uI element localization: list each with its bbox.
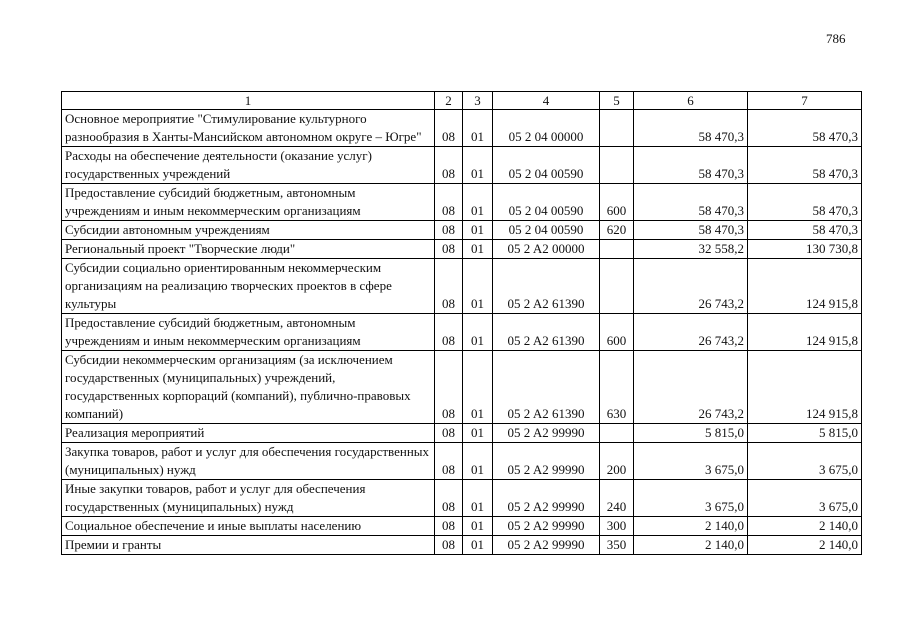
row-target-code: 05 2 A2 61390 — [493, 259, 600, 314]
table-row — [62, 536, 862, 555]
table-row — [62, 443, 862, 480]
row-name: Реализация мероприятий — [62, 424, 435, 443]
row-expense-type — [600, 110, 634, 147]
row-expense-type: 600 — [600, 184, 634, 221]
header-row — [62, 92, 862, 110]
table-row — [62, 147, 862, 184]
row-target-code: 05 2 A2 99990 — [493, 424, 600, 443]
row-amount-col6: 26 743,2 — [634, 351, 748, 424]
row-amount-col7: 124 915,8 — [748, 259, 862, 314]
table-row — [62, 259, 862, 314]
row-expense-type — [600, 259, 634, 314]
row-amount-col7: 58 470,3 — [748, 221, 862, 240]
table-row — [62, 110, 862, 147]
row-expense-type: 300 — [600, 517, 634, 536]
row-expense-type: 600 — [600, 314, 634, 351]
row-name: Закупка товаров, работ и услуг для обеспечения государственных (муниципальных) нужд — [62, 443, 435, 480]
row-subsection: 01 — [463, 480, 493, 517]
row-section: 08 — [435, 259, 463, 314]
row-section: 08 — [435, 424, 463, 443]
row-subsection: 01 — [463, 240, 493, 259]
row-amount-col7: 2 140,0 — [748, 536, 862, 555]
row-name: Субсидии некоммерческим организациям (за исключением государственных (муниципальных) учреждений, государственных корпораций (компаний), публично-правовых компаний) — [62, 351, 435, 424]
row-target-code: 05 2 A2 99990 — [493, 517, 600, 536]
row-name: Иные закупки товаров, работ и услуг для обеспечения государственных (муниципальных) нужд — [62, 480, 435, 517]
table-row — [62, 184, 862, 221]
table-row — [62, 424, 862, 443]
row-amount-col6: 3 675,0 — [634, 480, 748, 517]
budget-table — [61, 91, 862, 555]
row-amount-col6: 58 470,3 — [634, 221, 748, 240]
row-amount-col6: 58 470,3 — [634, 147, 748, 184]
row-subsection: 01 — [463, 351, 493, 424]
row-amount-col6: 26 743,2 — [634, 314, 748, 351]
row-target-code: 05 2 A2 61390 — [493, 314, 600, 351]
row-name: Субсидии автономным учреждениям — [62, 221, 435, 240]
row-section: 08 — [435, 314, 463, 351]
column-header: 5 — [600, 92, 634, 110]
row-subsection: 01 — [463, 221, 493, 240]
row-amount-col6: 32 558,2 — [634, 240, 748, 259]
column-header: 1 — [62, 92, 435, 110]
row-section: 08 — [435, 536, 463, 555]
row-amount-col7: 2 140,0 — [748, 517, 862, 536]
row-amount-col6: 2 140,0 — [634, 536, 748, 555]
row-expense-type: 620 — [600, 221, 634, 240]
row-name: Социальное обеспечение и иные выплаты населению — [62, 517, 435, 536]
row-section: 08 — [435, 184, 463, 221]
row-amount-col6: 58 470,3 — [634, 110, 748, 147]
row-expense-type — [600, 240, 634, 259]
table-row — [62, 314, 862, 351]
row-section: 08 — [435, 351, 463, 424]
row-section: 08 — [435, 110, 463, 147]
row-expense-type — [600, 147, 634, 184]
row-name: Расходы на обеспечение деятельности (оказание услуг) государственных учреждений — [62, 147, 435, 184]
row-subsection: 01 — [463, 110, 493, 147]
row-name: Региональный проект "Творческие люди" — [62, 240, 435, 259]
row-target-code: 05 2 A2 99990 — [493, 443, 600, 480]
row-subsection: 01 — [463, 424, 493, 443]
row-amount-col6: 3 675,0 — [634, 443, 748, 480]
column-header: 7 — [748, 92, 862, 110]
row-section: 08 — [435, 240, 463, 259]
row-subsection: 01 — [463, 259, 493, 314]
row-target-code: 05 2 04 00590 — [493, 221, 600, 240]
row-subsection: 01 — [463, 443, 493, 480]
row-amount-col6: 26 743,2 — [634, 259, 748, 314]
row-amount-col7: 58 470,3 — [748, 110, 862, 147]
row-target-code: 05 2 A2 61390 — [493, 351, 600, 424]
column-header: 2 — [435, 92, 463, 110]
row-amount-col7: 130 730,8 — [748, 240, 862, 259]
row-section: 08 — [435, 147, 463, 184]
row-section: 08 — [435, 517, 463, 536]
table-row — [62, 517, 862, 536]
row-expense-type: 350 — [600, 536, 634, 555]
row-name: Предоставление субсидий бюджетным, автономным учреждениям и иным некоммерческим организациям — [62, 184, 435, 221]
row-subsection: 01 — [463, 147, 493, 184]
table-row — [62, 351, 862, 424]
row-target-code: 05 2 04 00590 — [493, 147, 600, 184]
table-row — [62, 240, 862, 259]
row-target-code: 05 2 04 00590 — [493, 184, 600, 221]
row-subsection: 01 — [463, 314, 493, 351]
row-subsection: 01 — [463, 517, 493, 536]
row-section: 08 — [435, 480, 463, 517]
table-row — [62, 480, 862, 517]
row-amount-col6: 2 140,0 — [634, 517, 748, 536]
row-target-code: 05 2 A2 00000 — [493, 240, 600, 259]
row-target-code: 05 2 A2 99990 — [493, 536, 600, 555]
row-expense-type: 630 — [600, 351, 634, 424]
row-name: Субсидии социально ориентированным некоммерческим организациям на реализацию творческих проектов в сфере культуры — [62, 259, 435, 314]
column-header: 4 — [493, 92, 600, 110]
row-subsection: 01 — [463, 184, 493, 221]
row-amount-col7: 124 915,8 — [748, 351, 862, 424]
row-target-code: 05 2 04 00000 — [493, 110, 600, 147]
row-section: 08 — [435, 443, 463, 480]
row-name: Основное мероприятие "Стимулирование культурного разнообразия в Ханты-Мансийском автономном округе – Югре" — [62, 110, 435, 147]
row-expense-type: 200 — [600, 443, 634, 480]
row-amount-col7: 3 675,0 — [748, 480, 862, 517]
column-header: 6 — [634, 92, 748, 110]
row-amount-col7: 124 915,8 — [748, 314, 862, 351]
row-name: Предоставление субсидий бюджетным, автономным учреждениям и иным некоммерческим организациям — [62, 314, 435, 351]
row-amount-col6: 58 470,3 — [634, 184, 748, 221]
row-name: Премии и гранты — [62, 536, 435, 555]
row-section: 08 — [435, 221, 463, 240]
row-amount-col7: 58 470,3 — [748, 184, 862, 221]
table-row — [62, 221, 862, 240]
row-amount-col6: 5 815,0 — [634, 424, 748, 443]
page-number: 786 — [826, 31, 846, 46]
row-amount-col7: 3 675,0 — [748, 443, 862, 480]
column-header: 3 — [463, 92, 493, 110]
row-amount-col7: 58 470,3 — [748, 147, 862, 184]
row-expense-type: 240 — [600, 480, 634, 517]
row-amount-col7: 5 815,0 — [748, 424, 862, 443]
row-expense-type — [600, 424, 634, 443]
row-subsection: 01 — [463, 536, 493, 555]
row-target-code: 05 2 A2 99990 — [493, 480, 600, 517]
